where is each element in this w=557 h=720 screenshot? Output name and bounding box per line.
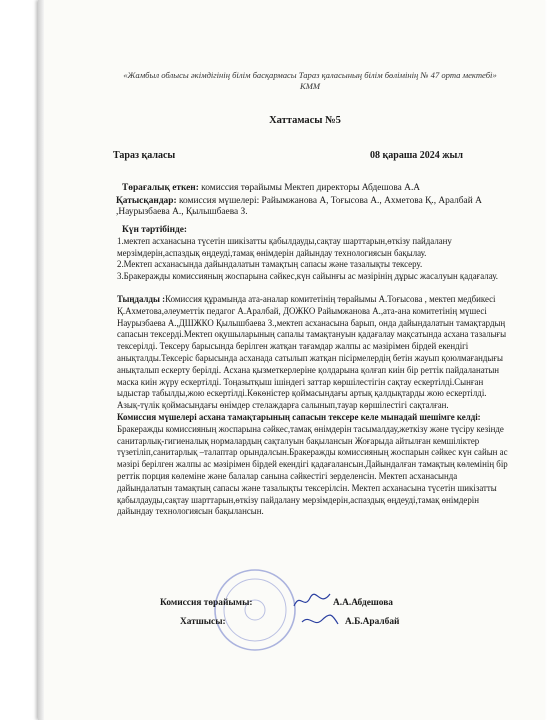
decided-paragraph: [117, 412, 509, 518]
page-edge: [38, 0, 44, 720]
listened-paragraph: [117, 294, 509, 412]
protocol-body: [117, 294, 509, 518]
agenda-list: [117, 236, 509, 283]
secretary-name: А.Б.Аралбай: [345, 617, 400, 627]
agenda-item: 3.Бракеражды комиссияның жоспарына сәйкес,күн сайынғы ас мәзірінің дұрыс жасалуын қадағалау.: [117, 271, 498, 282]
decided-text: Бракеражды комиссияның жоспарына сәйкес,тамақ өнімдерін тасымалдау,жеткізу және түсіру кезінде санитарлық-гигиеналық нормалардың сақталуын бақылансын Жоғарыда айтылған кемшіліктер түзетіліп,санитарлық –талаптар орындалсын.Бракеражды комиссияның жоспарын сәйкес күн сайын ас мәзірі берілген жалпы ас мәзірімен бірдей екендігі қадағалансын.Дайындалған тамақтың көлемінің бір реттік порция көлеміне және балалар санына сәйкестігі зерделенсін. Мектеп асханасында дайындалатын тамақтың сапасы және тазалықты тексерілсін. Мектеп асханасына түсетін шикізатты қабылдауды,сақтау шарттарын,өткізу пайдалану мерзімдерін,аспаздық өңдеуді,тамақ өнімдерін дайындау технологиясын бақылансын.: [117, 423, 508, 517]
decided-label: Комиссия мүшелері асхана тамақтарының сапасын тексере келе мынадай шешімге келді:: [117, 411, 481, 422]
present-label: Қатысқандар:: [116, 196, 177, 206]
chair-label: Төрағалық еткен:: [122, 183, 199, 193]
secretary-signature-label: Хатшысы:: [180, 617, 226, 627]
protocol-title: Хаттамасы №5: [269, 115, 341, 126]
secretary-signature-icon: [300, 610, 340, 632]
agenda-heading: Күн тәртібінде:: [122, 225, 188, 235]
chair-line: [122, 183, 420, 193]
chair-signature-label: Комиссия төрайымы:: [160, 598, 253, 608]
chair-text: комиссия төрайымы Мектеп директоры Абдешова А.А: [198, 183, 421, 193]
organization-header: «Жамбыл облысы әкімдігінің білім басқармасы Тараз қаласының білім бөлімінің № 47 орта мектебі» КММ: [123, 70, 497, 91]
date: 08 қараша 2024 жыл: [370, 150, 463, 161]
agenda-item: 1.мектеп асханасына түсетін шикізатты қабылдауды,сақтау шарттарын,өткізу пайдалану мерзімдерін,аспаздық өңдеуді,тамақ өнімдерін дайындау технологиясын бақылау.: [117, 236, 452, 258]
agenda-item: 2.Мектеп асханасында дайындалатын тамақтың сапасы және тазалықты тексеру.: [117, 259, 423, 270]
stamp-seal: [210, 565, 300, 655]
chair-signature-icon: [292, 590, 332, 612]
chair-name: А.А.Абдешова: [333, 598, 393, 608]
listened-label: Тыңдалды :: [117, 294, 166, 304]
listened-text: Комиссия құрамында ата-аналар комитетінің төрайымы А.Тоғысова , мектеп медбикесі Қ.Ахметова,әлеуметтік педагог А.Аралбай, ДОЖКО Райымжанова А.,ата-ана комитетінің мүшесі Наурызбаева А.,ДШЖКО Қылышбаева З.,мектеп асханасына барып, онда дайындалатын тамақтардың сапасын тексерді.Мектеп оқушыларының сапалы тамақтануын қадағалау мақсатында асхана тазалығы тексерілді. Тексеру барысында берілген жатқан тағамдар жалпы ас мәзірімен бірдей екендігі анықталды.Тексеріс барысында асханада сатылып жатқан пісірмелердің бетін жауып қоюлмағандығы анықталып ескерту берілді. Асхана қызметкерлеріне қолдарына қолғап киін бір реттік пайдаланатын маска киін жүру ескертілді. Тоңазытқыш ішіндегі заттар көршілестігін сақтау ескертілді.Сынған ыдыстар табылды,жою ескертілді.Көкөністер қоймасындағы артық қалдықтарды жою ескертілді. Азық-түлік қоймасындағы өнімдер стелаждарға салынып,тауар көршілестігі сақталған.: [117, 294, 507, 411]
place: Тараз қаласы: [113, 150, 176, 161]
present-text: комиссия мүшелері: Райымжанова А, Тоғысова А., Ахметова Қ., Аралбай А ,Наурызбаева А., Қылышбаева З.: [116, 196, 482, 217]
present-line: [116, 196, 508, 218]
